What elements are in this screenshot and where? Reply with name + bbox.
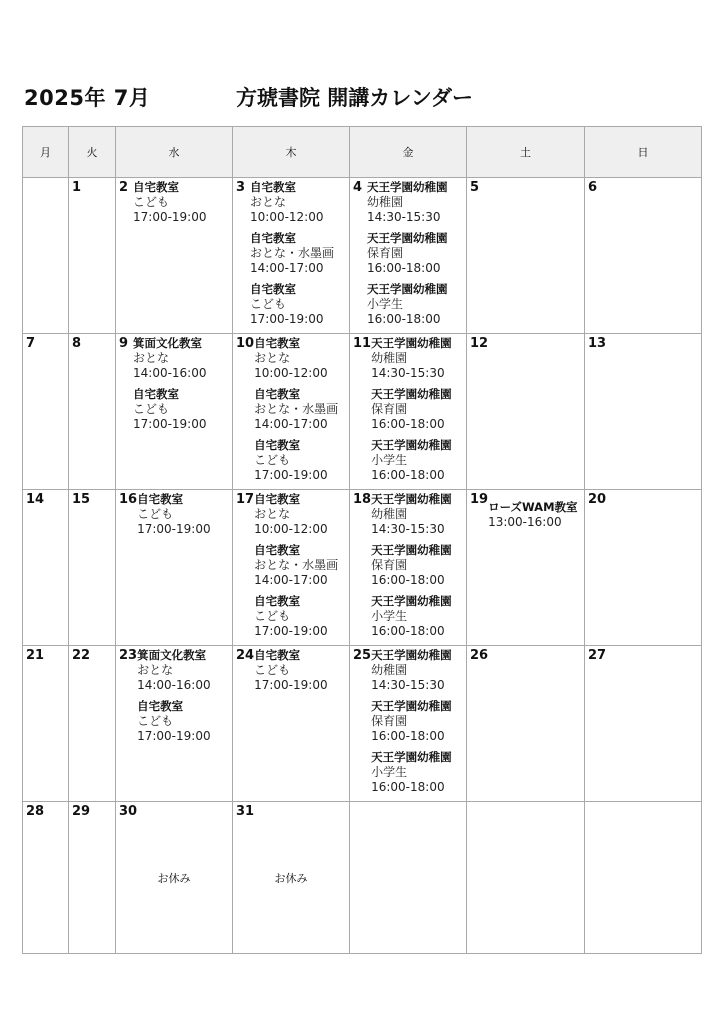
day-events [371, 336, 466, 489]
calendar-day-cell [23, 646, 69, 802]
class-session [254, 594, 349, 639]
day-events [86, 180, 115, 195]
weekday-header-row [23, 127, 702, 178]
class-session [133, 387, 232, 432]
class-audience: おとな [133, 351, 170, 365]
day-events [606, 492, 701, 507]
day-events [90, 804, 115, 819]
calendar-day-cell [69, 178, 116, 334]
calendar-week-row [23, 334, 702, 490]
class-audience: こども [254, 453, 291, 467]
class-time: 16:00-18:00 [371, 417, 445, 431]
class-location: 自宅教室 [254, 648, 301, 662]
calendar-week-row [23, 802, 702, 954]
class-audience: こども [254, 609, 291, 623]
calendar-day-cell [23, 490, 69, 646]
class-location: 天王学園幼稚園 [371, 438, 452, 452]
calendar-day-cell [585, 490, 702, 646]
day-number: 2 [119, 180, 129, 195]
day-events [371, 492, 466, 645]
class-time: 10:00-12:00 [254, 366, 328, 380]
class-location: 自宅教室 [254, 387, 301, 401]
class-audience: おとな [137, 663, 174, 677]
class-time: 14:30-15:30 [371, 366, 445, 380]
class-session [250, 231, 349, 276]
day-events [254, 336, 349, 489]
class-time: 17:00-19:00 [137, 522, 211, 536]
class-session [137, 492, 232, 537]
class-session [371, 750, 466, 795]
class-session [133, 336, 232, 381]
day-events [44, 648, 68, 663]
class-audience: こども [137, 714, 174, 728]
calendar-day-cell [69, 646, 116, 802]
class-audience: 保育園 [371, 402, 408, 416]
weekday-header: 土 [467, 127, 585, 178]
class-audience: 小学生 [371, 765, 408, 779]
weekday-header: 月 [23, 127, 69, 178]
day-number: 5 [470, 180, 480, 195]
class-location: ローズWAM教室 [488, 500, 578, 514]
weekday-header: 水 [116, 127, 233, 178]
class-session [250, 282, 349, 327]
class-audience: おとな・水墨画 [254, 558, 339, 572]
calendar-day-cell [23, 334, 69, 490]
class-session [371, 492, 466, 537]
class-session [250, 180, 349, 225]
class-location: 天王学園幼稚園 [371, 543, 452, 557]
class-session [371, 648, 466, 693]
class-audience: おとな・水墨画 [250, 246, 335, 260]
calendar-day-cell [116, 802, 233, 954]
day-number: 28 [26, 804, 45, 819]
monthly-calendar [22, 126, 702, 954]
calendar-day-cell [23, 178, 69, 334]
class-time: 14:00-16:00 [133, 366, 207, 380]
class-time: 16:00-18:00 [367, 312, 441, 326]
day-events [133, 180, 232, 231]
class-location: 箕面文化教室 [133, 336, 202, 350]
calendar-day-cell [585, 802, 702, 954]
day-events [250, 180, 349, 333]
day-number: 15 [72, 492, 91, 507]
calendar-day-cell [350, 646, 467, 802]
calendar-month-title: 2025年 7月 [24, 86, 151, 110]
weekday-header: 金 [350, 127, 467, 178]
day-events [484, 180, 584, 195]
day-number: 11 [353, 336, 372, 351]
class-session [371, 594, 466, 639]
class-location: 天王学園幼稚園 [367, 180, 448, 194]
class-time: 17:00-19:00 [137, 729, 211, 743]
day-events [606, 336, 701, 351]
class-audience: おとな [254, 507, 291, 521]
class-session [371, 336, 466, 381]
class-time: 16:00-18:00 [371, 468, 445, 482]
day-number: 21 [26, 648, 45, 663]
calendar-week-row [23, 646, 702, 802]
class-time: 17:00-19:00 [133, 417, 207, 431]
calendar-day-cell [116, 490, 233, 646]
class-session [254, 648, 349, 693]
day-number: 30 [119, 804, 138, 819]
day-events [488, 492, 584, 536]
calendar-day-cell [233, 646, 350, 802]
weekday-header: 日 [585, 127, 702, 178]
day-events [602, 180, 701, 195]
class-session [137, 648, 232, 693]
day-number: 24 [236, 648, 255, 663]
day-number: 27 [588, 648, 607, 663]
calendar-day-cell [116, 334, 233, 490]
day-events [90, 492, 115, 507]
class-location: 天王学園幼稚園 [371, 387, 452, 401]
calendar-day-cell [233, 490, 350, 646]
class-session [371, 387, 466, 432]
day-number: 3 [236, 180, 246, 195]
class-time: 16:00-18:00 [371, 624, 445, 638]
calendar-week-row [23, 178, 702, 334]
calendar-day-cell [116, 178, 233, 334]
class-session [371, 438, 466, 483]
calendar-day-cell [23, 802, 69, 954]
day-number: 25 [353, 648, 372, 663]
class-location: 自宅教室 [254, 336, 301, 350]
class-session [367, 231, 466, 276]
day-number: 10 [236, 336, 255, 351]
calendar-day-cell [69, 490, 116, 646]
class-location: 自宅教室 [254, 492, 301, 506]
class-session [137, 699, 232, 744]
calendar-day-cell [585, 334, 702, 490]
class-audience: おとな・水墨画 [254, 402, 339, 416]
class-location: 自宅教室 [250, 231, 296, 245]
class-location: 箕面文化教室 [137, 648, 207, 662]
class-audience: 幼稚園 [371, 351, 408, 365]
day-number: 23 [119, 648, 138, 663]
class-session [371, 543, 466, 588]
class-time: 14:00-17:00 [254, 417, 328, 431]
class-session [371, 699, 466, 744]
class-audience: こども [137, 507, 174, 521]
class-location: 天王学園幼稚園 [371, 648, 452, 662]
class-time: 14:30-15:30 [371, 522, 445, 536]
calendar-day-cell [467, 646, 585, 802]
day-number: 4 [353, 180, 363, 195]
class-time: 17:00-19:00 [250, 312, 324, 326]
class-time: 16:00-18:00 [371, 573, 445, 587]
day-events [133, 336, 232, 438]
class-session [254, 543, 349, 588]
day-events [44, 492, 68, 507]
closed-note: お休み [274, 872, 308, 885]
calendar-day-cell [585, 178, 702, 334]
class-time: 17:00-19:00 [254, 678, 328, 692]
day-number: 1 [72, 180, 82, 195]
day-number: 18 [353, 492, 372, 507]
day-number: 26 [470, 648, 489, 663]
class-time: 14:30-15:30 [371, 678, 445, 692]
class-time: 13:00-16:00 [488, 515, 562, 529]
day-events [137, 804, 232, 819]
day-number: 16 [119, 492, 138, 507]
day-number: 19 [470, 492, 489, 507]
day-number: 12 [470, 336, 489, 351]
class-session [133, 180, 232, 225]
class-time: 16:00-18:00 [371, 780, 445, 794]
calendar-day-cell [467, 334, 585, 490]
class-audience: おとな [250, 195, 287, 209]
class-time: 14:00-17:00 [250, 261, 324, 275]
class-location: 天王学園幼稚園 [367, 282, 448, 296]
class-audience: 幼稚園 [367, 195, 404, 209]
class-location: 自宅教室 [137, 492, 184, 506]
day-number: 17 [236, 492, 255, 507]
class-audience: 保育園 [371, 714, 408, 728]
class-audience: こども [133, 195, 170, 209]
day-events [254, 648, 349, 699]
class-session [254, 336, 349, 381]
class-audience: 保育園 [367, 246, 404, 260]
calendar-day-cell [350, 490, 467, 646]
class-location: 天王学園幼稚園 [371, 336, 452, 350]
calendar-day-cell [69, 802, 116, 954]
class-audience: 幼稚園 [371, 663, 408, 677]
class-audience: 小学生 [367, 297, 404, 311]
class-location: 自宅教室 [250, 180, 296, 194]
day-number: 14 [26, 492, 45, 507]
day-number: 29 [72, 804, 91, 819]
day-events [254, 492, 349, 645]
class-audience: こども [133, 402, 170, 416]
class-location: 自宅教室 [250, 282, 296, 296]
class-location: 自宅教室 [254, 594, 301, 608]
day-events [488, 336, 584, 351]
day-events [40, 336, 68, 351]
class-session [367, 180, 466, 225]
closed-note: お休み [157, 872, 191, 885]
day-events [488, 648, 584, 663]
day-number: 8 [72, 336, 82, 351]
day-events [90, 648, 115, 663]
calendar-header [24, 82, 704, 112]
calendar-week-row [23, 490, 702, 646]
day-number: 22 [72, 648, 91, 663]
calendar-day-cell [116, 646, 233, 802]
day-events [367, 180, 466, 333]
day-number: 13 [588, 336, 607, 351]
calendar-school-title: 方琥書院 開講カレンダー [236, 86, 473, 110]
class-session [254, 492, 349, 537]
day-events [606, 648, 701, 663]
class-location: 自宅教室 [254, 438, 301, 452]
calendar-day-cell [467, 178, 585, 334]
day-events [44, 804, 68, 819]
class-audience: こども [254, 663, 291, 677]
day-number: 20 [588, 492, 607, 507]
class-location: 天王学園幼稚園 [371, 594, 452, 608]
calendar-day-cell [350, 334, 467, 490]
day-events [86, 336, 115, 351]
day-events [371, 648, 466, 801]
class-location: 自宅教室 [133, 387, 179, 401]
class-location: 天王学園幼稚園 [367, 231, 448, 245]
class-audience: 幼稚園 [371, 507, 408, 521]
calendar-day-cell [233, 334, 350, 490]
class-time: 17:00-19:00 [133, 210, 207, 224]
weekday-header: 木 [233, 127, 350, 178]
class-location: 天王学園幼稚園 [371, 492, 452, 506]
class-time: 16:00-18:00 [367, 261, 441, 275]
class-time: 17:00-19:00 [254, 468, 328, 482]
calendar-day-cell [233, 802, 350, 954]
class-audience: 小学生 [371, 453, 408, 467]
calendar-day-cell [467, 490, 585, 646]
class-time: 10:00-12:00 [250, 210, 324, 224]
class-audience: 保育園 [371, 558, 408, 572]
class-location: 自宅教室 [137, 699, 184, 713]
calendar-day-cell [467, 802, 585, 954]
class-session [254, 438, 349, 483]
day-number: 31 [236, 804, 255, 819]
day-number: 6 [588, 180, 598, 195]
class-location: 自宅教室 [254, 543, 301, 557]
class-session [254, 387, 349, 432]
calendar-day-cell [69, 334, 116, 490]
day-number: 7 [26, 336, 36, 351]
class-location: 天王学園幼稚園 [371, 699, 452, 713]
weekday-header: 火 [69, 127, 116, 178]
calendar-day-cell [350, 802, 467, 954]
class-session [488, 500, 584, 530]
day-number: 9 [119, 336, 129, 351]
class-time: 14:30-15:30 [367, 210, 441, 224]
day-events [137, 492, 232, 543]
class-time: 16:00-18:00 [371, 729, 445, 743]
class-location: 自宅教室 [133, 180, 179, 194]
class-audience: 小学生 [371, 609, 408, 623]
calendar-day-cell [585, 646, 702, 802]
class-time: 17:00-19:00 [254, 624, 328, 638]
day-events [137, 648, 232, 750]
calendar-day-cell [350, 178, 467, 334]
class-time: 14:00-16:00 [137, 678, 211, 692]
class-audience: おとな [254, 351, 291, 365]
day-events [254, 804, 349, 819]
calendar-day-cell [233, 178, 350, 334]
class-time: 14:00-17:00 [254, 573, 328, 587]
class-audience: こども [250, 297, 287, 311]
class-time: 10:00-12:00 [254, 522, 328, 536]
class-session [367, 282, 466, 327]
class-location: 天王学園幼稚園 [371, 750, 452, 764]
